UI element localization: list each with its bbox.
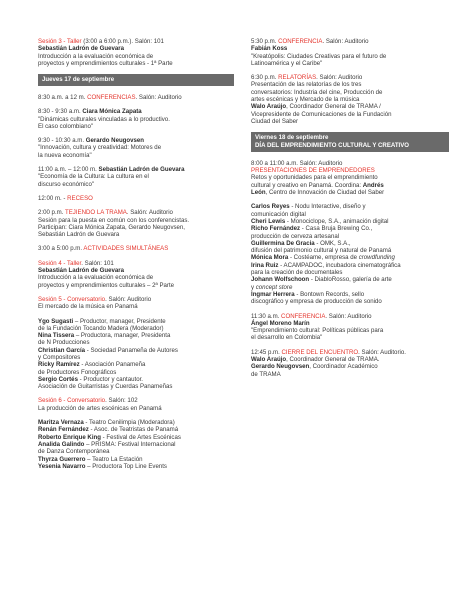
list-item: y Compositores <box>38 354 81 361</box>
session-details: . Salón: Auditorio <box>105 295 152 303</box>
session-title: Sesión 6 - Conversatorio <box>38 397 106 405</box>
speaker-name: Gerardo Neugovsen <box>251 363 310 371</box>
session-description: proyectos y emprendimientos culturales - 1ª Parte <box>38 59 173 67</box>
list-item: comunicación digital <box>251 210 306 218</box>
list-item: Cheri Lewis - Monociclope, S.A., animación digital <box>251 217 389 225</box>
list-item: Guillermina De Gracia - OMK, S.A., <box>251 239 351 247</box>
list-item: Sergio Cortés - Productor y cantautor. <box>38 375 144 383</box>
event-description: , Coordinador General de TRAMA. <box>286 355 380 363</box>
list-item: de Productores Fonográficos <box>38 368 117 376</box>
list-item: Mónica Mora - Costéame, empresa de crowdfunding <box>251 254 395 262</box>
event-title: TEJIENDO LA TRAMA <box>65 209 127 217</box>
session-4-block <box>38 260 234 289</box>
event-description: artes escénicas y Mercado de la música <box>251 96 360 104</box>
event-description: Sebastián Ladrón de Guevara <box>38 231 120 239</box>
day-header-friday <box>251 132 449 152</box>
event-description: Participan: Ciara Mónica Zapata, Gerardo Neugovsen, <box>38 223 186 231</box>
talk-title: "Kreatópolis: Ciudades Creativas para el futuro de <box>251 52 387 60</box>
event-description: Presentación de las relatorías de los tres <box>251 81 362 89</box>
talk-title: "Economía de la Cultura: La cultura en el <box>38 173 149 181</box>
coordinator-name: Andrés <box>362 181 384 189</box>
list-item: de la Fundación Tocando Madera (Moderador) <box>38 324 164 332</box>
arts-panel-list <box>38 419 234 470</box>
list-item: producción de cerveza artesanal <box>251 232 340 240</box>
event-closing <box>251 349 449 378</box>
event-time: 8:30 - 9:30 a.m. <box>38 108 83 116</box>
list-item: Christian García - Sociedad Panameña de Autores <box>38 346 178 354</box>
speaker-name: Walo Araújo <box>251 103 287 111</box>
list-item: Johann Wolfschoon - DiabloRosso, galería de arte <box>251 276 392 284</box>
list-item: discográfico y empresa de producción de sonido <box>251 298 382 306</box>
event-description: Retos y oportunidades para el emprendimiento <box>251 174 378 182</box>
event-time: 12:45 p.m. <box>251 348 282 356</box>
session-description: El mercado de la música en Panamá <box>38 303 138 311</box>
event-time: 9:30 - 10:30 a.m. <box>38 137 86 145</box>
speaker-name: Ángel Moreno Marín <box>251 319 310 327</box>
event-time: 5:30 p.m. <box>251 38 279 45</box>
event-koss <box>251 38 449 67</box>
event-description: Vicepresidente de Comunicaciones de la Fundación <box>251 110 392 118</box>
list-item: Carlos Reyes - Nodu Interactive, diseño y <box>251 203 366 211</box>
list-item: Irina Ruiz - ACAMPADOC, incubadora cinematográfica <box>251 261 401 269</box>
event-description: , Coordinador General de TRAMA / <box>286 103 381 111</box>
session-description: Introducción a la evaluación económica de <box>38 52 154 60</box>
event-time: 3:00 a 5:00 p.m. <box>38 245 84 253</box>
event-location: . Salón: Auditorio <box>126 209 173 217</box>
event-title: RECESO <box>67 194 93 202</box>
event-moreno <box>251 313 449 342</box>
event-location: . Salón: Auditorio <box>322 38 369 45</box>
session-5-block <box>38 296 234 311</box>
session-details: . Salón: 101 <box>81 259 114 267</box>
event-description: conversatorios: Industria del cine, Producción de <box>251 88 383 96</box>
talk-title: la nueva economía" <box>38 151 92 159</box>
talk-title: "Innovación, cultura y creatividad: Motores de <box>38 144 162 152</box>
event-trama <box>38 209 234 238</box>
event-description: Ciudad del Saber <box>251 117 299 125</box>
session-details: (3:00 a 6:00 p.m.). Salón: 101 <box>81 38 164 45</box>
session-description: proyectos y emprendimientos culturales – 2ª Parte <box>38 281 175 289</box>
speaker-name: Fabián Koss <box>251 45 288 53</box>
speaker-name: Ciara Mónica Zapata <box>82 108 142 116</box>
music-panel-list <box>38 318 234 391</box>
speaker-name: Sebastián Ladrón de Guevara <box>98 166 185 174</box>
list-item: Richo Fernández - Casa Bruja Brewing Co., <box>251 225 373 233</box>
session-title: Sesión 5 - Conversatorio <box>38 295 106 303</box>
coordinator-name: León <box>251 189 266 197</box>
speaker-name: Gerardo Neugovsen <box>85 137 145 145</box>
event-title: RELATORÍAS <box>278 74 317 82</box>
event-time: 2:00 p.m. <box>38 209 65 217</box>
list-item: Analida Galindo – PRISMA: Festival Internacional <box>38 440 176 448</box>
list-item: Ricky Ramírez - Asociación Panameña <box>38 361 146 369</box>
list-item: Roberto Enrique King - Festival de Artes Escénicas <box>38 433 181 441</box>
event-neugovsen <box>38 137 234 159</box>
list-item: Renán Fernández - Asoc. de Teatristas de Panamá <box>38 426 179 434</box>
list-item: Yesenia Navarro – Productora Top Line Events <box>38 462 167 470</box>
event-recess <box>38 195 234 202</box>
session-description: La producción de artes escénicas en Panamá <box>38 404 162 412</box>
speaker-name: Sebastián Ladrón de Guevara <box>38 267 125 275</box>
talk-title: el desarrollo en Colombia" <box>251 334 323 342</box>
list-item: difusión del patrimonio cultural y natural de Panamá <box>251 247 392 255</box>
list-item: de N Producciones <box>38 339 90 347</box>
day-subtitle: DÍA DEL EMPRENDIMIENTO CULTURAL Y CREATIVO <box>255 142 410 150</box>
event-entrepreneurs <box>251 160 449 196</box>
list-item: Maritza Vernaza - Teatro Cenilimpia (Moderadora) <box>38 419 175 427</box>
event-description: Sesión para la puesta en común con los conferencistas. <box>38 216 190 224</box>
event-description: de TRAMA <box>251 370 281 378</box>
event-ladron <box>38 166 234 188</box>
event-location: . Salón: Auditorio <box>325 312 372 320</box>
entrepreneurs-list <box>251 203 449 305</box>
event-time: 11:00 a.m. – 12:00 m. <box>38 166 99 174</box>
talk-title: "Dinámicas culturales vinculadas a lo productivo. <box>38 115 170 123</box>
event-description: , Centro de Innovación de Ciudad del Saber <box>265 189 385 197</box>
left-column <box>38 38 234 477</box>
list-item: de Danza Contemporánea <box>38 448 110 456</box>
talk-title: Latinoamérica y el Caribe" <box>251 59 323 67</box>
event-location: . Salón: Auditorio. <box>358 348 406 356</box>
session-description: Introducción a la evaluación económica de <box>38 274 154 282</box>
session-6-block <box>38 397 234 412</box>
day-header-thursday: Jueves 17 de septiembre <box>38 74 234 86</box>
event-title: CONFERENCIA <box>281 312 326 320</box>
event-location: . Salón: Auditorio <box>135 93 182 101</box>
talk-title: El caso colombiano" <box>38 122 94 130</box>
event-location: . Salón: Auditorio <box>316 74 363 82</box>
event-time: 8:00 a 11:00 a.m. Salón: Auditorio <box>251 159 343 167</box>
session-3-block <box>38 38 234 67</box>
list-item: Asociación de Guitarristas y Cuerdas Panameñas <box>38 383 173 391</box>
talk-title: "Emprendimiento cultural: Políticas públicas para <box>251 327 384 335</box>
event-description: cultural y creativo en Panamá. Coordina: <box>251 181 363 189</box>
event-time: 6:30 p.m. <box>251 74 279 82</box>
event-time: 12:00 m. - <box>38 194 68 202</box>
event-relatorias <box>251 74 449 125</box>
event-zapata <box>38 108 234 130</box>
event-title: PRESENTACIONES DE EMPRENDEDORES <box>251 167 375 175</box>
event-conferences <box>38 94 234 101</box>
list-item: Ygo Sugasti – Productor, manager, Presidente <box>38 317 166 325</box>
session-details: . Salón: 102 <box>105 397 138 405</box>
list-item: Thyrza Guerrero – Teatro La Estación <box>38 455 143 463</box>
event-simultaneous <box>38 245 234 252</box>
day-title: Viernes 18 de septiembre <box>255 134 329 142</box>
event-time: 11:30 a.m. <box>251 312 282 320</box>
event-title: CONFERENCIA <box>278 38 323 45</box>
event-description: , Coordinador Académico <box>309 363 378 371</box>
session-title: Sesión 4 - Taller <box>38 259 82 267</box>
speaker-name: Sebastián Ladrón de Guevara <box>38 45 125 53</box>
right-column <box>251 38 449 385</box>
talk-title: discurso económico" <box>38 180 95 188</box>
event-title: CONFERENCIAS <box>87 93 136 101</box>
session-title: Sesión 3 - Taller <box>38 38 82 45</box>
list-item: Nina Tissera – Productora, manager, Presidenta <box>38 332 171 340</box>
speaker-name: Walo Araújo <box>251 355 287 363</box>
event-title: CIERRE DEL ENCUENTRO <box>281 348 359 356</box>
event-time: 8:30 a.m. a 12 m. <box>38 93 88 101</box>
list-item: Ingmar Herrera - Bontown Records, sello <box>251 290 365 298</box>
list-item: para la creación de documentales <box>251 269 343 277</box>
event-title: ACTIVIDADES SIMULTÁNEAS <box>83 245 169 253</box>
list-item: y concept store <box>251 283 293 291</box>
